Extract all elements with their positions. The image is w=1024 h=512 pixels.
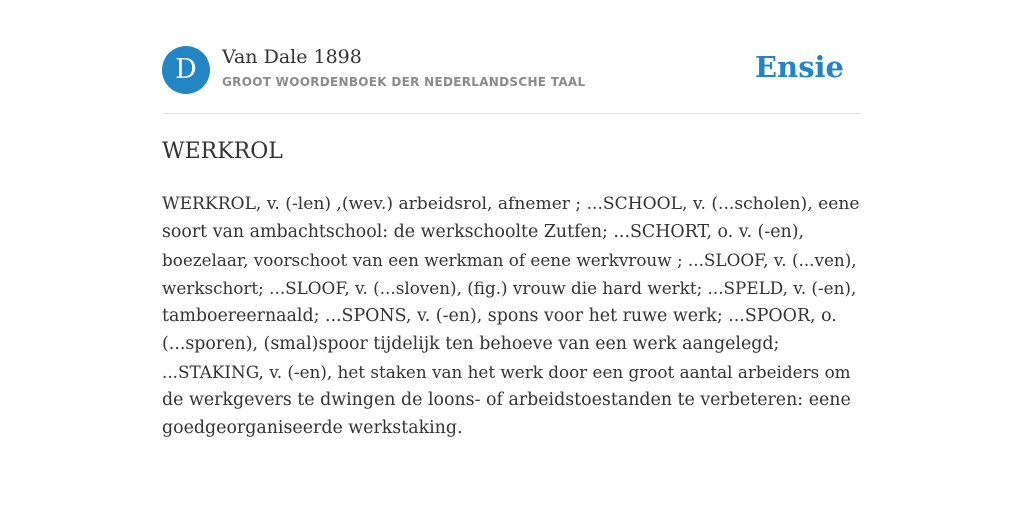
definition-line: boezelaar, voorschoot van een werkman of eene werkvrouw ; ...SLOOF, v. (...ven), [162,250,857,270]
entry-definition [162,190,862,442]
page-header [162,46,862,96]
definition-line: WERKROL, v. (-len) ,(wev.) arbeidsrol, afnemer ; ...SCHOOL, v. (...scholen), eene [162,194,860,214]
source-title[interactable]: Van Dale 1898 [222,46,362,68]
definition-line: ...STAKING, v. (-en), het staken van het werk door een groot aantal arbeiders om [162,362,851,382]
definition-line: de werkgevers te dwingen de loons- of arbeidstoestanden te verbeteren: eene [162,390,851,410]
header-divider [162,113,862,114]
ensie-brand-logo[interactable]: Ensie [755,50,844,84]
definition-line: tamboereernaald; ...SPONS, v. (-en), spons voor het ruwe werk; ...SPOOR, o. [162,306,837,326]
definition-line: goedgeorganiseerde werkstaking. [162,418,463,438]
entry-headword: WERKROL [162,139,283,164]
source-subtitle: GROOT WOORDENBOEK DER NEDERLANDSCHE TAAL [222,75,586,89]
definition-line: werkschort; ...SLOOF, v. (...sloven), (fig.) vrouw die hard werkt; ...SPELD, v. (-en), [162,278,857,298]
van-dale-logo[interactable]: D [162,46,210,94]
definition-line: soort van ambachtschool: de werkschoolte Zutfen; ...SCHORT, o. v. (-en), [162,222,805,242]
definition-line: (...sporen), (smal)spoor tijdelijk ten behoeve van een werk aangelegd; [162,334,780,354]
